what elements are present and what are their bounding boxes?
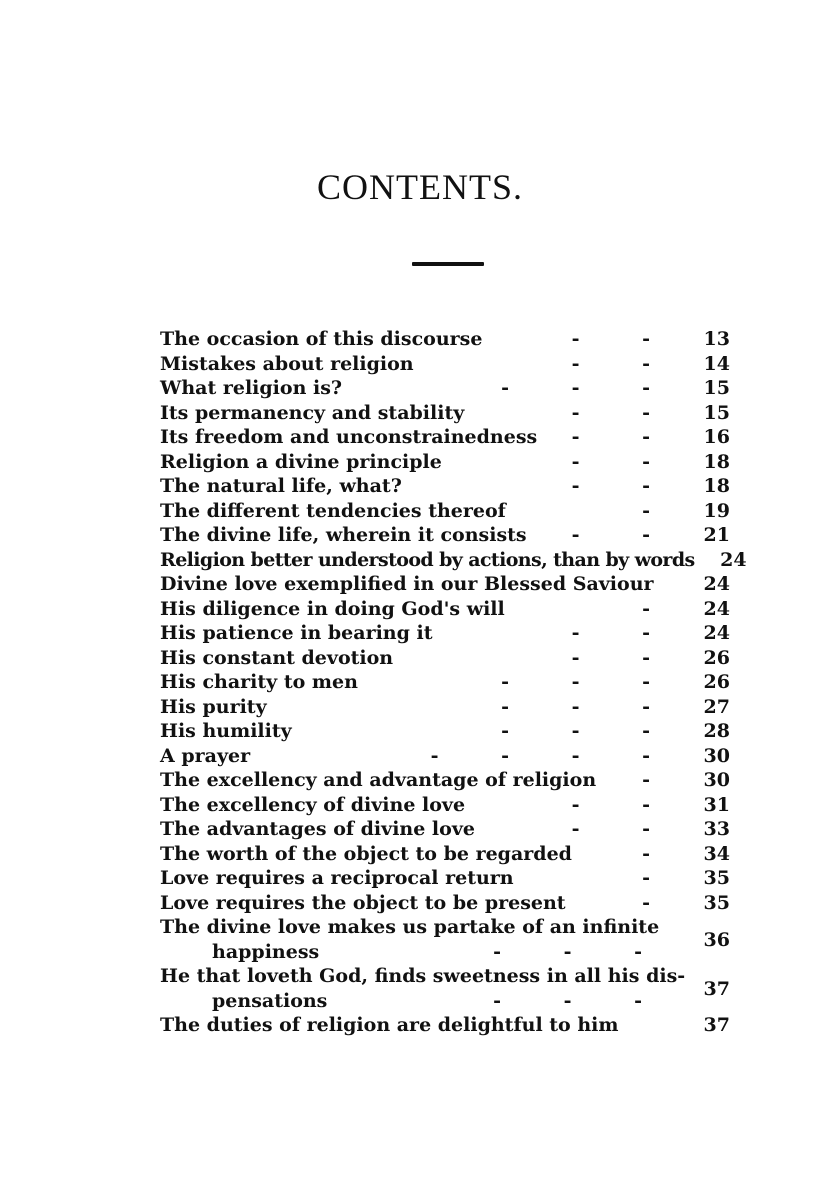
toc-page-number: 19 (703, 499, 730, 522)
toc-leader: - - - (501, 377, 678, 399)
toc-page-number: 35 (703, 891, 730, 914)
toc-entry (160, 621, 730, 646)
title-rule (412, 262, 484, 266)
toc-entry (160, 891, 730, 916)
toc-entry-title-line2-row (160, 940, 730, 965)
toc-leader: - - (571, 401, 678, 424)
toc-entry-title: A prayer (160, 744, 251, 767)
toc-page-number: 37 (703, 1014, 730, 1036)
toc-entry-title: His purity (160, 695, 267, 718)
toc-entry-title: What religion is? (160, 377, 343, 399)
toc-entry-title: His diligence in doing God's will (160, 597, 505, 620)
toc-entry-title: The advantages of divine love (160, 818, 475, 840)
toc-leader: - (642, 499, 678, 522)
toc-page-number: 24 (703, 622, 730, 644)
toc-entry (160, 425, 730, 450)
toc-page-number: 15 (703, 401, 730, 424)
toc-page-number: 13 (703, 328, 730, 350)
toc-page-number: 35 (703, 867, 730, 889)
toc-leader: - - (571, 524, 678, 546)
toc-leader: - - - (501, 671, 678, 693)
toc-entry (160, 523, 730, 548)
toc-leader: - - - - (430, 744, 678, 767)
toc-entry (160, 646, 730, 671)
toc-entry-title: His charity to men (160, 671, 358, 693)
toc-entry (160, 572, 730, 597)
toc-leader: - - - (501, 695, 678, 718)
toc-entry (160, 499, 730, 524)
toc-entry-title: The occasion of this discourse (160, 328, 483, 350)
toc-entry-title: The excellency of divine love (160, 793, 466, 816)
toc-leader: - - (571, 475, 678, 497)
toc-entry (160, 401, 730, 426)
toc-entry (160, 817, 730, 842)
toc-entry-title-line2: pensations (212, 989, 328, 1012)
toc-entry-title-line2: happiness (212, 940, 320, 963)
toc-entry (160, 352, 730, 377)
toc-leader: - - (571, 646, 678, 669)
toc-page-number: 26 (703, 671, 730, 693)
toc-entry (160, 327, 730, 352)
toc-entry (160, 548, 747, 573)
toc-entry-title: Love requires a reciprocal return (160, 867, 514, 889)
toc-leader: - - (571, 793, 678, 816)
toc-entry-title: The excellency and advantage of religion (160, 769, 597, 791)
toc-entry (160, 695, 730, 720)
toc-leader: - - (571, 352, 678, 375)
table-of-contents (160, 327, 747, 1038)
toc-leader: - (642, 891, 678, 914)
page-title: CONTENTS. (317, 167, 523, 207)
toc-entry (160, 670, 730, 695)
toc-entry (160, 744, 730, 769)
toc-page-number: 18 (703, 450, 730, 473)
toc-entry (160, 597, 730, 622)
toc-leader: - - (571, 450, 678, 473)
toc-leader: - - (571, 426, 678, 448)
toc-entry-title-line1: The divine love makes us partake of an infinite (160, 916, 660, 938)
toc-page-number: 33 (703, 818, 730, 840)
toc-page-number: 26 (703, 646, 730, 669)
toc-entry-title: His patience in bearing it (160, 622, 433, 644)
toc-page-number: 18 (703, 475, 730, 497)
toc-page-number: 24 (720, 548, 747, 571)
toc-page-number: 14 (703, 352, 730, 375)
toc-leader: - - - (501, 720, 678, 742)
toc-leader: - (642, 769, 678, 791)
toc-entry-wrapped (160, 964, 730, 1013)
toc-page-number: 28 (703, 720, 730, 742)
toc-entry-title: Its permanency and stability (160, 401, 465, 424)
toc-entry (160, 768, 730, 793)
toc-page-number: 24 (703, 597, 730, 620)
toc-page-number: 30 (703, 769, 730, 791)
toc-entry-title: The worth of the object to be regarded (160, 842, 572, 865)
toc-page-number: 27 (703, 695, 730, 718)
toc-entry-title: Its freedom and unconstrainedness (160, 426, 538, 448)
toc-leader: - (642, 867, 678, 889)
toc-page-number: 15 (703, 377, 730, 399)
toc-leader: - (642, 597, 678, 620)
toc-entry (160, 793, 730, 818)
toc-leader: - (642, 842, 678, 865)
toc-page-number: 21 (703, 524, 730, 546)
toc-entry-title: His constant devotion (160, 646, 394, 669)
toc-entry (160, 842, 730, 867)
toc-entry (160, 719, 730, 744)
toc-entry (160, 450, 730, 475)
toc-leader: - - - (493, 940, 670, 963)
toc-entry (160, 866, 730, 891)
toc-page-number: 16 (703, 426, 730, 448)
toc-entry-title: Mistakes about religion (160, 352, 414, 375)
toc-page-number: 37 (703, 978, 730, 1000)
toc-entry-title: The divine life, wherein it consists (160, 524, 527, 546)
toc-entry-title: Religion a divine principle (160, 450, 442, 473)
toc-leader: - - (571, 622, 678, 644)
toc-entry-title: Religion better understood by actions, than by words (160, 548, 695, 571)
toc-entry-title: Divine love exemplified in our Blessed Saviour (160, 573, 654, 595)
toc-entry-title-line2-row (160, 989, 730, 1014)
toc-entry-title: Love requires the object to be present (160, 891, 566, 914)
toc-entry-wrapped (160, 915, 730, 964)
toc-entry (160, 474, 730, 499)
toc-entry-title: The natural life, what? (160, 475, 402, 497)
toc-page-number: 34 (703, 842, 730, 865)
toc-page-number: 24 (703, 573, 730, 595)
toc-page-number: 30 (703, 744, 730, 767)
toc-entry-title: His humility (160, 720, 292, 742)
toc-page-number: 36 (703, 929, 730, 951)
toc-leader: - - (571, 818, 678, 840)
toc-entry-title: The duties of religion are delightful to him (160, 1014, 619, 1036)
toc-entry-title-line1: He that loveth God, finds sweetness in all his dis- (160, 965, 686, 987)
toc-entry-title: The different tendencies thereof (160, 499, 506, 522)
toc-leader: - - (571, 328, 678, 350)
toc-entry (160, 1013, 730, 1038)
toc-entry (160, 376, 730, 401)
toc-page-number: 31 (703, 793, 730, 816)
toc-leader: - - - (493, 989, 670, 1012)
